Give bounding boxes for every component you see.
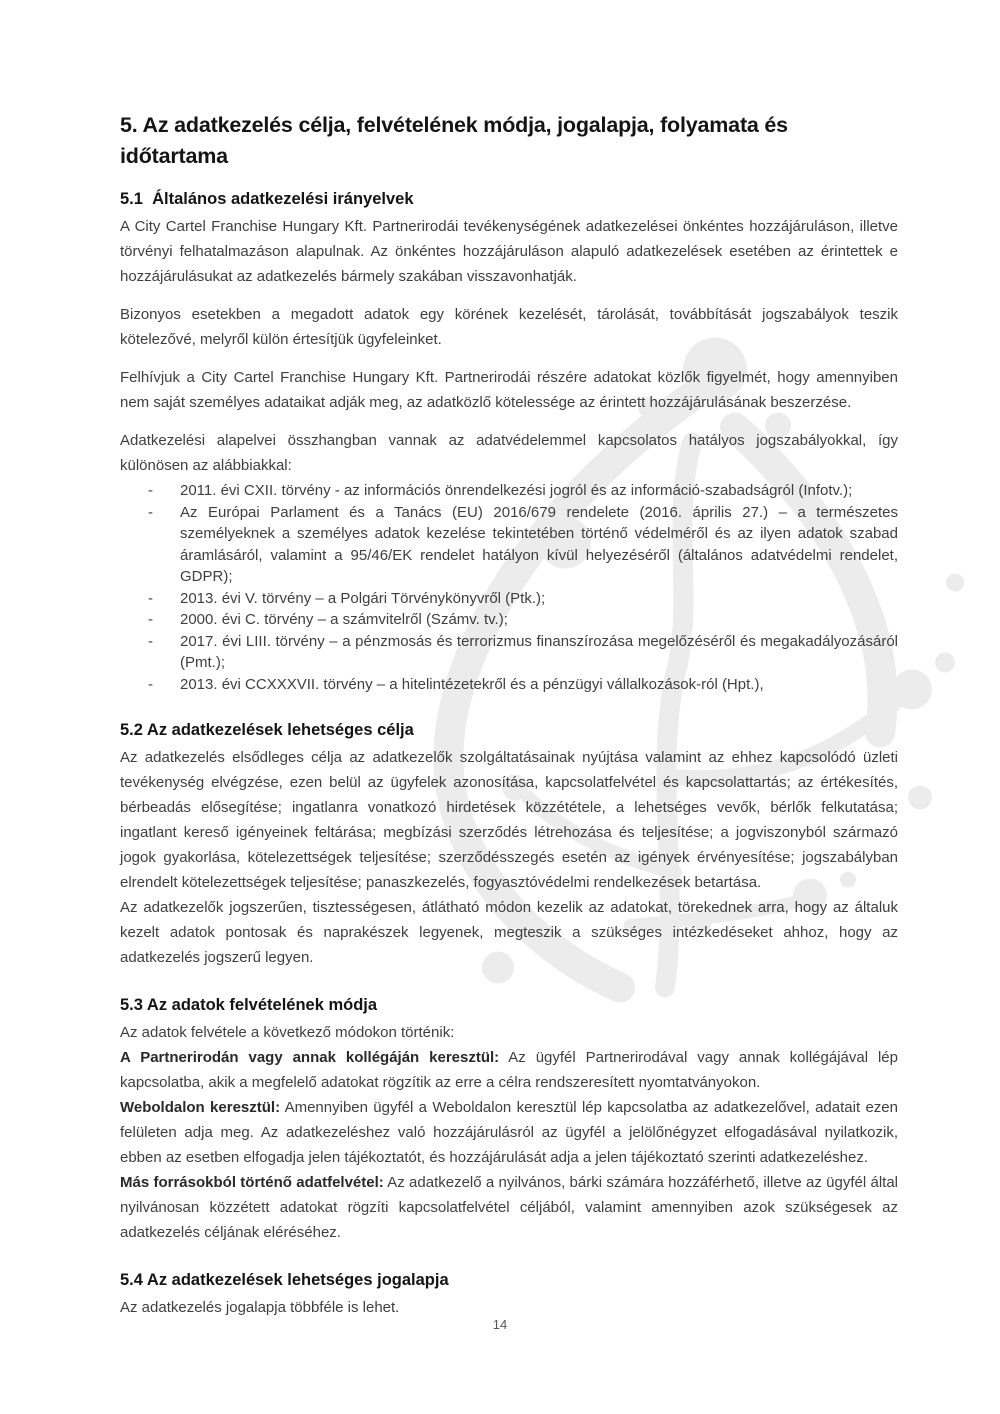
paragraph: Felhívjuk a City Cartel Franchise Hungary Kft. Partnerirodái részére adatokat közlők figyelmét, hogy amennyiben nem saját személyes adataikat adják meg, az adatközlő kötelessége az érintett hozzájárulásának beszerzése. [120, 369, 898, 411]
page-title: 5. Az adatkezelés célja, felvételének módja, jogalapja, folyamata és időtartama [120, 113, 788, 168]
section-heading-5-2: 5.2 Az adatkezelések lehetséges célja [120, 721, 414, 739]
paragraph: Bizonyos esetekben a megadott adatok egy körének kezelését, tárolását, továbbítását jogszabályok teszik kötelezővé, melyről külön értesítjük ügyfeleinket. [120, 306, 898, 348]
page-number: 14 [492, 1317, 508, 1332]
list-item [148, 674, 898, 696]
paragraph: Adatkezelési alapelvei összhangban vannak az adatvédelemmel kapcsolatos hatályos jogszabályokkal, így különösen az alábbiakkal: [120, 432, 898, 474]
list-item-text: 2013. évi CCXXXVII. törvény – a hitelintézetekről és a pénzügyi vállalkozások-ról (Hpt.), [180, 675, 764, 693]
paragraph: Az adatkezelők jogszerűen, tisztességesen, átlátható módon kezelik az adatokat, törekednek arra, hogy az általuk kezelt adatok pontosak és naprakészek legyenek, megteszik a szükséges intézkedéseket ahhoz, hogy az adatkezelés jogszerű legyen. [120, 899, 898, 966]
list-item [148, 588, 898, 610]
bullet-marker: - [148, 503, 153, 521]
paragraph [120, 1045, 898, 1095]
bullet-marker: - [148, 482, 153, 499]
bullet-marker: - [148, 675, 153, 693]
list-item [148, 480, 898, 502]
bullet-marker: - [148, 589, 153, 607]
paragraph: Az adatkezelés elsődleges célja az adatkezelők szolgáltatásainak nyújtása valamint az ehhez kapcsolódó üzleti tevékenység elvégzése, ezen belül az ügyfelek azonosítása, kapcsolatfelvétel és kapcsolattartás; az értékesítés, bérbeadás elősegítése; ingatlanra vonatkozó hirdetések közzététele, a lehetséges vevők, bérlők felkutatása; ingatlant kereső igényeinek feltárása; megbízási szerződés létrehozása és teljesítése; a jogviszonyból származó jogok gyakorlása, kötelezettségek teljesítése; szerződésszegés esetén az igények érvényesítése; jogszabályban elrendelt kötelezettségek teljesítése; panaszkezelés, fogyasztóvédelmi rendelkezések betartása. [120, 749, 898, 891]
method-label: A Partnerirodán vagy annak kollégáján keresztül: [120, 1049, 500, 1066]
method-text: Az adatkezelő a nyilvános, bárki számára hozzáférhető, illetve az ügyfél által nyilvánosan közzétett adatokat rögzíti kapcsolatfelvétel céljából, valamint amennyiben azok szükségesek az adatkezelés céljának eléréséhez. [120, 1174, 898, 1241]
method-label: Weboldalon keresztül: [120, 1099, 281, 1116]
paragraph: A City Cartel Franchise Hungary Kft. Partnerirodái tevékenységének adatkezelései önkéntes hozzájáruláson, illetve törvényi felhatalmazáson alapulnak. Az önkéntes hozzájáruláson alapuló adatkezelések esetében az érintettek e hozzájárulásukat az adatkezelés bármely szakában visszavonhatják. [120, 218, 898, 285]
section-heading-5-4: 5.4 Az adatkezelések lehetséges jogalapja [120, 1271, 449, 1289]
list-item-text: 2011. évi CXII. törvény - az információs önrendelkezési jogról és az információ-szabadságról (Infotv.); [180, 482, 853, 499]
section-heading-5-1: 5.1 Általános adatkezelési irányelvek [120, 190, 414, 208]
list-item-text: 2000. évi C. törvény – a számvitelről (Számv. tv.); [180, 611, 508, 628]
paragraph: Az adatkezelés jogalapja többféle is lehet. [120, 1299, 400, 1316]
method-text: Az ügyfél Partnerirodával vagy annak kollégájával lép kapcsolatba, akik a megfelelő adatokat rögzítik az erre a célra rendszeresített nyomtatványokon. [120, 1049, 898, 1091]
bullet-marker: - [148, 611, 153, 628]
method-text: Amennyiben ügyfél a Weboldalon keresztül lép kapcsolatba az adatkezelővel, adatait ezen felületen adja meg. Az adatkezeléshez való hozzájárulásról az ügyfél a jelölőnégyzet elfogadásával nyilatkozik, ebben az esetben elfogadja jelen tájékoztatót, és hozzájárulását adja a jelen tájékoztató szerinti adatkezeléshez. [120, 1099, 898, 1166]
list-item [148, 502, 898, 588]
paragraph [120, 1170, 898, 1245]
law-bullet-list [120, 480, 898, 695]
list-item-text: Az Európai Parlament és a Tanács (EU) 2016/679 rendelete (2016. április 27.) – a természetes személyeknek a személyes adatok kezelése tekintetében történő védelméről és az ilyen adatok szabad áramlásáról, valamint a 95/46/EK rendelet hatályon kívül helyezéséről (általános adatvédelmi rendelet, GDPR); [180, 503, 898, 585]
document-content [120, 110, 898, 1333]
paragraph [120, 1095, 898, 1170]
list-item [148, 631, 898, 674]
bullet-marker: - [148, 632, 153, 650]
section-heading-5-3: 5.3 Az adatok felvételének módja [120, 996, 378, 1014]
method-label: Más forrásokból történő adatfelvétel: [120, 1174, 384, 1191]
list-item-text: 2013. évi V. törvény – a Polgári Törvénykönyvről (Ptk.); [180, 589, 546, 607]
list-item-text: 2017. évi LIII. törvény – a pénzmosás és terrorizmus finanszírozása megelőzéséről és megakadályozásáról (Pmt.); [180, 632, 898, 671]
list-item [148, 609, 898, 631]
paragraph: Az adatok felvétele a következő módokon történik: [120, 1024, 455, 1041]
